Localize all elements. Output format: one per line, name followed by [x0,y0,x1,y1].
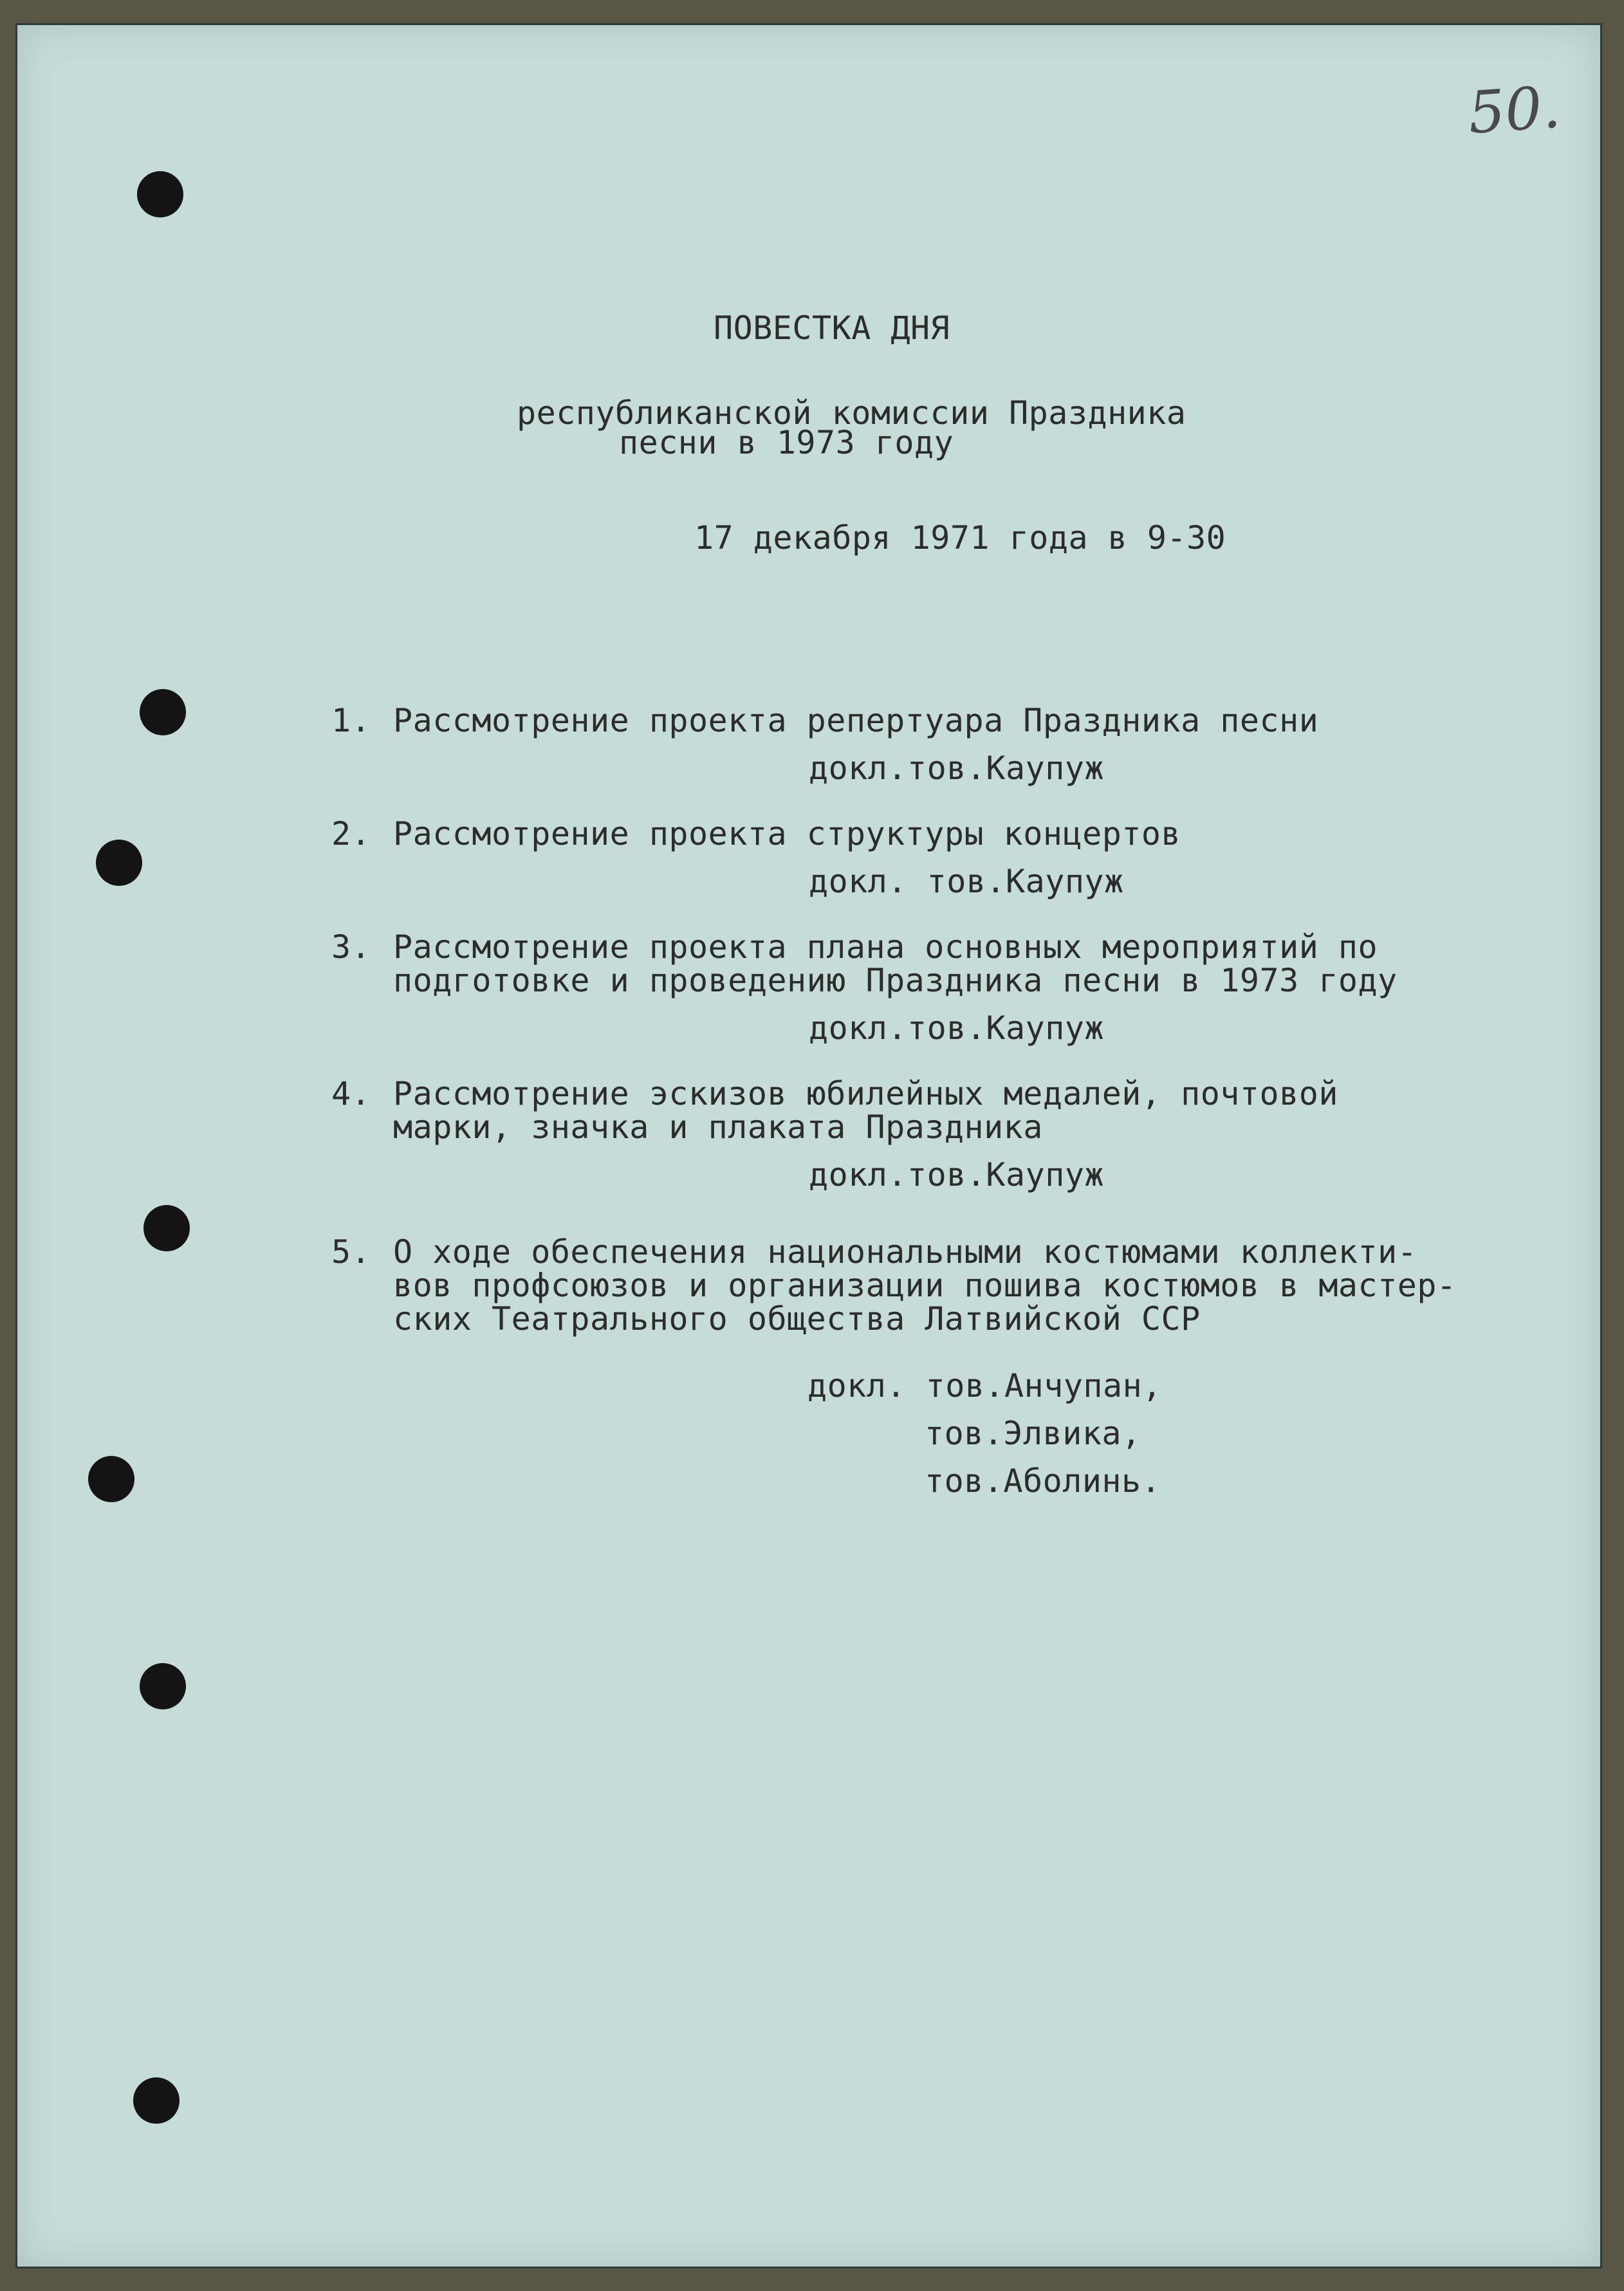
punch-hole [133,2077,180,2124]
punch-hole [143,1205,190,1251]
date-line: 17 декабря 1971 года в 9-30 [694,519,1226,557]
page-number: 50. [1466,73,1563,147]
agenda-item-text: Рассмотрение проекта плана основных мероприятий по [393,928,1378,966]
agenda-item-text: ских Театрального общества Латвийской ССР [393,1300,1201,1338]
document-title: ПОВЕСТКА ДНЯ [714,309,950,347]
punch-hole [140,1663,186,1709]
agenda-item-text: Рассмотрение проекта репертуара Праздника песни [393,702,1319,739]
agenda-item-speaker: тов.Элвика, [925,1415,1141,1452]
punch-hole [137,171,183,217]
agenda-item-speaker: докл. тов.Каупуж [809,863,1124,900]
agenda-item-number: 1. [331,702,371,739]
agenda-item-speaker: докл.тов.Каупуж [809,750,1105,787]
subtitle-line-1: республиканской комиссии Праздника [517,394,1186,432]
agenda-item-text: Рассмотрение проекта структуры концертов [393,815,1181,852]
agenda-item-number: 5. [331,1233,371,1271]
agenda-item-number: 3. [331,928,371,966]
agenda-item-speaker: докл.тов.Каупуж [809,1009,1105,1047]
agenda-item-text: вов профсоюзов и организации пошива костюмов в мастер- [393,1267,1457,1304]
punch-hole [96,840,142,886]
agenda-item-text: Рассмотрение эскизов юбилейных медалей, почтовой [393,1075,1338,1112]
punch-hole [140,689,186,735]
agenda-item-speaker: докл.тов.Каупуж [809,1156,1105,1193]
punch-hole [88,1456,134,1502]
agenda-item-speaker: докл. тов.Анчупан, [807,1367,1162,1404]
subtitle-line-2: песни в 1973 году [619,424,954,461]
agenda-item-speaker: тов.Аболинь. [925,1462,1161,1500]
agenda-item-number: 2. [331,815,371,852]
agenda-item-text: О ходе обеспечения национальными костюмами коллекти- [393,1233,1417,1271]
agenda-item-text: подготовке и проведению Праздника песни в 1973 году [393,962,1398,999]
agenda-item-number: 4. [331,1075,371,1112]
document-page [15,23,1602,2268]
agenda-item-text: марки, значка и плаката Праздника [393,1109,1043,1146]
